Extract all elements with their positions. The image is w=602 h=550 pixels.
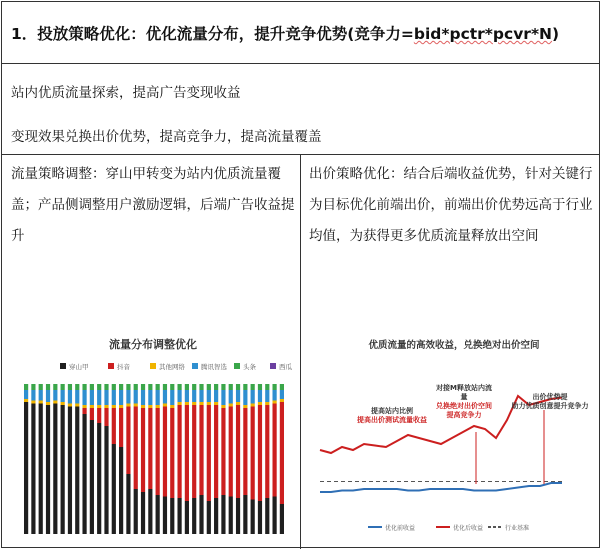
bar-segment [104, 408, 108, 426]
chart-annotation: 对接M释放站内流 [436, 384, 492, 392]
bar-segment [134, 489, 138, 534]
bar-segment [82, 405, 86, 408]
bar-segment [134, 384, 138, 390]
bar-segment [156, 390, 160, 405]
legend-swatch [108, 363, 114, 369]
bar-segment [61, 402, 65, 405]
bar-segment [221, 390, 225, 405]
legend-swatch [192, 363, 198, 369]
bar-segment [272, 384, 276, 390]
bar-segment [258, 402, 262, 405]
bar-segment [170, 384, 174, 390]
bar-segment [126, 390, 130, 404]
bar-segment [214, 498, 218, 534]
chart-annotation: 出价优势提 [532, 393, 568, 401]
bar-segment [251, 500, 255, 535]
bar-segment [199, 384, 203, 390]
chart-annotation: 提高出价测试流量收益 [357, 416, 427, 424]
bar-segment [229, 497, 233, 535]
bar-segment [68, 384, 72, 390]
bar-segment [207, 390, 211, 402]
bar-segment [119, 390, 123, 405]
bar-segment [61, 405, 65, 534]
bar-segment [148, 408, 152, 489]
bar-segment [141, 408, 145, 492]
bar-segment [68, 390, 72, 404]
bar-segment [243, 405, 247, 408]
bar-segment [97, 405, 101, 408]
bar-segment [214, 384, 218, 390]
legend-swatch [150, 363, 156, 369]
bar-segment [90, 384, 94, 390]
bar-segment [46, 405, 50, 534]
bar-segment [39, 401, 43, 404]
table-divider-vertical [300, 154, 301, 549]
bar-segment [199, 495, 203, 534]
legend-label: 抖音 [117, 363, 130, 371]
bar-segment [141, 405, 145, 408]
bar-segment [236, 405, 240, 498]
bar-segment [31, 401, 35, 404]
bar-segment [46, 390, 50, 402]
bar-segment [207, 402, 211, 405]
legend-label: 优化后收益 [453, 525, 484, 532]
bar-segment [192, 390, 196, 402]
bar-segment [82, 390, 86, 405]
bar-segment [272, 404, 276, 497]
bar-segment [185, 402, 189, 405]
legend-label: 西瓜 [279, 363, 292, 371]
bar-segment [112, 384, 116, 390]
bar-segment [24, 390, 28, 399]
bar-segment [82, 408, 86, 414]
bar-segment [265, 405, 269, 498]
bar-segment [280, 402, 284, 504]
bar-segment [272, 497, 276, 535]
bar-segment [280, 384, 284, 390]
bar-segment [104, 390, 108, 405]
bar-segment [258, 384, 262, 390]
document-table [1, 1, 600, 548]
legend-label: 优化前收益 [385, 525, 416, 532]
bar-segment [280, 390, 284, 399]
bar-segment [104, 426, 108, 534]
bar-segment [31, 384, 35, 390]
bar-segment [251, 407, 255, 500]
traffic-strategy-text: 流量策略调整：穿山甲转变为站内优质流量覆盖；产品侧调整用户激励逻辑，后端广告收益提升 [11, 166, 295, 244]
bar-segment [177, 384, 181, 390]
bar-segment [192, 405, 196, 498]
legend-label: 行业基准 [505, 525, 530, 532]
bar-segment [214, 390, 218, 402]
bar-segment [185, 384, 189, 390]
bar-segment [170, 390, 174, 405]
bar-segment [251, 384, 255, 390]
bar-segment [177, 405, 181, 498]
bar-segment [229, 407, 233, 497]
bar-segment [192, 498, 196, 534]
bar-segment [207, 501, 211, 534]
legend-label: 穿山甲 [69, 363, 89, 371]
legend-swatch [60, 363, 66, 369]
bar-segment [148, 489, 152, 534]
bar-segment [221, 405, 225, 408]
bar-segment [126, 407, 130, 475]
bar-segment [112, 390, 116, 405]
bar-segment [214, 405, 218, 498]
bar-segment [68, 404, 72, 407]
legend-swatch [270, 363, 276, 369]
bar-segment [229, 404, 233, 407]
bar-segment [104, 405, 108, 408]
bar-segment [90, 390, 94, 405]
bar-segment [97, 384, 101, 390]
bar-segment [243, 495, 247, 534]
chart-title: 优质流量的高效收益，兑换绝对出价空间 [368, 340, 540, 351]
traffic-distribution-svg [12, 332, 294, 537]
bar-segment [104, 384, 108, 390]
bullet-line-2: 变现效果兑换出价优势，提高竞争力，提高流量覆盖 [11, 129, 322, 145]
bar-segment [258, 405, 262, 501]
bar-segment [112, 405, 116, 408]
bar-segment [148, 384, 152, 390]
title-suffix: ) [552, 25, 560, 43]
bar-segment [258, 501, 262, 534]
bar-segment [82, 384, 86, 390]
bar-segment [46, 402, 50, 405]
chart-annotation: 提高竞争力 [446, 411, 482, 419]
legend-label: 腾讯智选 [201, 363, 227, 371]
bar-segment [61, 384, 65, 390]
bar-segment [46, 384, 50, 390]
bullet-line-1: 站内优质流量探索，提高广告变现收益 [11, 85, 241, 101]
bar-segment [163, 407, 167, 497]
bar-segment [170, 405, 174, 408]
bar-segment [163, 390, 167, 404]
bar-segment [112, 408, 116, 444]
bar-segment [126, 474, 130, 534]
bar-segment [199, 390, 203, 402]
bar-segment [236, 390, 240, 402]
bar-segment [199, 405, 203, 495]
chart-title: 流量分布调整优化 [109, 338, 197, 351]
bar-segment [24, 384, 28, 390]
bar-segment [170, 498, 174, 534]
bar-segment [163, 384, 167, 390]
bar-segment [97, 408, 101, 423]
bar-segment [82, 414, 86, 534]
bid-strategy-text: 出价策略优化：结合后端收益优势，针对关键行为目标优化前端出价，前端出价优势远高于行业均值，为获得更多优质流量释放出空间 [309, 166, 593, 244]
section-title [11, 22, 559, 44]
bar-segment [148, 405, 152, 408]
bar-segment [185, 501, 189, 534]
bar-segment [272, 390, 276, 401]
title-prefix: 1．投放策略优化：优化流量分布，提升竞争优势(竞争力= [11, 25, 414, 43]
bar-segment [90, 408, 94, 420]
bar-segment [243, 390, 247, 405]
bar-segment [90, 405, 94, 408]
bar-segment [163, 404, 167, 407]
efficient-revenue-svg [312, 332, 597, 542]
bar-segment [265, 384, 269, 390]
legend-swatch [234, 363, 240, 369]
bar-segment [177, 402, 181, 405]
bar-segment [156, 405, 160, 408]
bar-segment [251, 390, 255, 404]
bar-segment [53, 404, 57, 535]
bar-segment [24, 402, 28, 534]
chart-annotation: 提高站内比例 [371, 407, 413, 415]
bar-segment [61, 390, 65, 402]
bar-segment [119, 405, 123, 408]
bar-segment [134, 407, 138, 490]
bar-segment [163, 497, 167, 535]
bar-segment [251, 404, 255, 407]
bar-segment [39, 384, 43, 390]
bar-segment [53, 401, 57, 404]
efficient-revenue-chart [312, 332, 597, 542]
bar-segment [156, 384, 160, 390]
bar-segment [272, 401, 276, 404]
bar-segment [126, 384, 130, 390]
bar-segment [39, 390, 43, 401]
bar-segment [75, 407, 79, 535]
bar-segment [126, 404, 130, 407]
bar-segment [68, 407, 72, 535]
title-row [2, 2, 599, 64]
bar-segment [265, 402, 269, 405]
chart-annotation: 兑换绝对出价空间 [436, 402, 492, 410]
title-formula: bid*pctr*pcvr*N [413, 25, 553, 43]
bar-segment [199, 402, 203, 405]
bar-segment [221, 408, 225, 495]
bar-segment [119, 447, 123, 534]
bar-segment [24, 399, 28, 402]
bar-segment [141, 384, 145, 390]
bar-segment [141, 492, 145, 534]
bar-segment [221, 495, 225, 534]
bar-segment [53, 384, 57, 390]
bar-segment [148, 390, 152, 405]
bar-segment [280, 399, 284, 402]
bar-segment [97, 423, 101, 534]
bar-segment [265, 498, 269, 534]
bar-segment [243, 384, 247, 390]
bar-segment [236, 384, 240, 390]
bar-segment [170, 408, 174, 498]
bar-segment [185, 390, 189, 402]
bar-segment [258, 390, 262, 402]
bar-segment [134, 390, 138, 404]
bar-segment [75, 404, 79, 407]
bar-segment [177, 390, 181, 402]
chart-annotation: 量 [460, 393, 468, 401]
bar-segment [75, 390, 79, 404]
bar-segment [265, 390, 269, 402]
bar-segment [53, 390, 57, 401]
bar-segment [236, 498, 240, 534]
bar-segment [207, 384, 211, 390]
bar-segment [119, 384, 123, 390]
traffic-distribution-chart [12, 332, 294, 537]
bar-segment [31, 390, 35, 401]
bar-segment [177, 498, 181, 534]
bar-segment [229, 390, 233, 404]
bar-segment [192, 384, 196, 390]
bar-segment [134, 404, 138, 407]
series-line [320, 483, 562, 492]
bar-segment [141, 390, 145, 405]
bar-segment [229, 384, 233, 390]
legend-label: 头条 [243, 363, 256, 371]
bar-segment [236, 402, 240, 405]
bar-segment [207, 405, 211, 501]
bar-segment [90, 420, 94, 534]
bar-segment [119, 408, 123, 447]
bar-segment [214, 402, 218, 405]
bar-segment [156, 408, 160, 495]
chart-annotation: 助力优质创意提升竞争力 [511, 402, 589, 410]
bar-segment [192, 402, 196, 405]
bar-segment [31, 404, 35, 535]
bar-segment [221, 384, 225, 390]
bar-segment [75, 384, 79, 390]
legend-label: 其他网络 [159, 363, 185, 371]
bar-segment [156, 495, 160, 534]
bar-segment [185, 405, 189, 501]
bar-segment [97, 390, 101, 405]
bar-segment [280, 504, 284, 534]
bar-segment [112, 444, 116, 534]
bar-segment [39, 404, 43, 535]
bar-segment [243, 408, 247, 495]
